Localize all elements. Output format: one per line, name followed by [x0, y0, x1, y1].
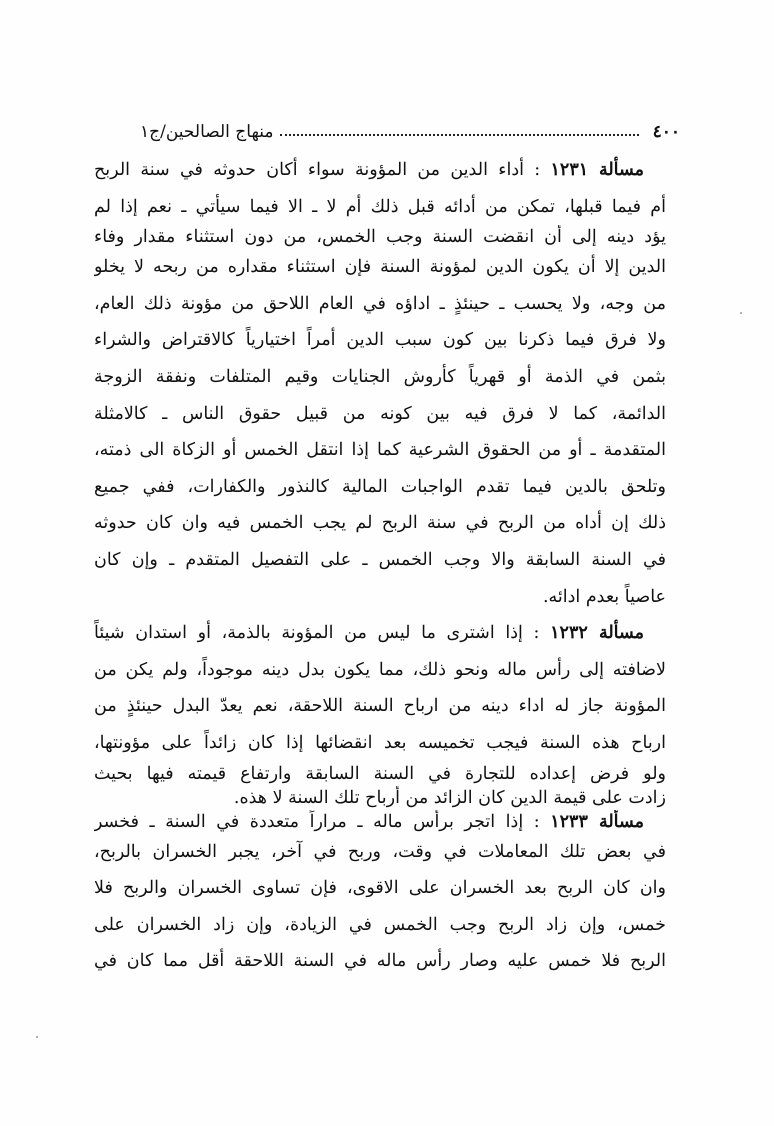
text-line: ولا فرق فيما ذكرنا بين كون سبب الدين أمراً اختيارياً كالاقتراض والشراء	[94, 330, 666, 351]
text-line: ارباح هذه السنة فيجب تخميسه بعد انقضائها إذا كان زائداً على مؤونتها،	[94, 732, 666, 753]
text-line: ولو فرض إعداده للتجارة في السنة السابقة وارتفاع قيمته فيها بحيث	[94, 763, 666, 784]
issue-label: مسألة ١٢٣١	[550, 160, 644, 180]
book-title: منهاج الصالحين/ج١	[140, 122, 274, 142]
header-leader-dots	[280, 134, 639, 136]
text-line: لاضافته إلى رأس ماله ونحو ذلك، مما يكون بدل دينه موجوداً، ولم يكن من	[94, 659, 666, 680]
text-line: المؤونة جاز له اداء دينه من ارباح السنة اللاحقة، نعم يعدّ البدل حينئذٍ من	[94, 696, 666, 717]
text-line: ذلك إن أداه من الربح في سنة الربح لم يجب الخمس فيه وان كان حدوثه	[94, 513, 666, 534]
text-line: وتلحق بالدين فيما تقدم الواجبات المالية كالنذور والكفارات، ففي جميع	[94, 476, 666, 497]
text-line: عاصياً بعدم ادائه.	[542, 586, 666, 607]
text-line: في السنة السابقة والا وجب الخمس ـ على التفصيل المتقدم ـ وإن كان	[94, 549, 666, 570]
text-line-content: : إذا اشترى ما ليس من المؤونة بالذمة، أو استدان شيئاً	[94, 623, 540, 644]
text-line: أم فيما قبلها، تمكن من أدائه قبل ذلك أم لا ـ الا فيما سيأتي ـ نعم إذا لم	[94, 196, 666, 217]
text-line: يؤد دينه إلى أن انقضت السنة وجب الخمس، من دون استثناء مقدار وفاء	[94, 227, 666, 248]
text-line-content: : أداء الدين من المؤونة سواء أكان حدوثه في سنة الربح	[94, 160, 541, 180]
text-line	[94, 810, 666, 834]
text-line: الدائمة، كما لا فرق فيه بين كونه من قبيل حقوق الناس ـ كالامثلة	[94, 403, 666, 424]
text-line: بثمن في الذمة أو قهرياً كأروش الجنايات وقيم المتلفات ونفقة الزوجة	[94, 366, 666, 387]
issue-label: مسألة ١٢٣٢	[550, 623, 644, 644]
text-line	[94, 980, 666, 1017]
page-header	[140, 117, 680, 147]
text-line	[94, 615, 666, 652]
text-line: في بعض تلك المعاملات في وقت، وربح في آخر، يجبر الخسران بالربح،	[94, 841, 666, 862]
text-line	[94, 152, 666, 189]
text-line-content: : إذا اتجر برأس ماله ـ مراراً متعددة في السنة ـ فخسر	[94, 811, 540, 832]
text-line: خمس، وإن زاد الربح وجب الخمس في الزيادة، وإن زاد الخسران على	[94, 914, 666, 935]
text-line: الربح فلا خمس عليه وصار رأس ماله في السنة اللاحقة أقل مما كان في	[94, 951, 666, 972]
issue-label: مسألة ١٢٣٣	[550, 811, 644, 832]
scan-speck	[36, 1036, 38, 1038]
text-line: الدين إلا أن يكون الدين لمؤونة السنة فإن استثناء مقداره من ربحه لا يخلو	[94, 257, 666, 278]
text-line: زادت على قيمة الدين كان الزائد من أرباح تلك السنة لا هذه.	[233, 787, 666, 808]
text-line: من وجه، ولا يحسب ـ حينئذٍ ـ اداؤه في العام اللاحق من مؤونة ذلك العام،	[94, 293, 666, 314]
text-line: المتقدمة ـ أو من الحقوق الشرعية كما إذا انتقل الخمس أو الزكاة الى ذمته،	[94, 440, 666, 461]
scan-speck	[740, 312, 742, 314]
text-line: وان كان الربح بعد الخسران على الاقوى، فإن تساوى الخسران والربح فلا	[94, 878, 666, 899]
page-body	[94, 152, 666, 1016]
page-number: ٤٠٠	[652, 122, 680, 142]
